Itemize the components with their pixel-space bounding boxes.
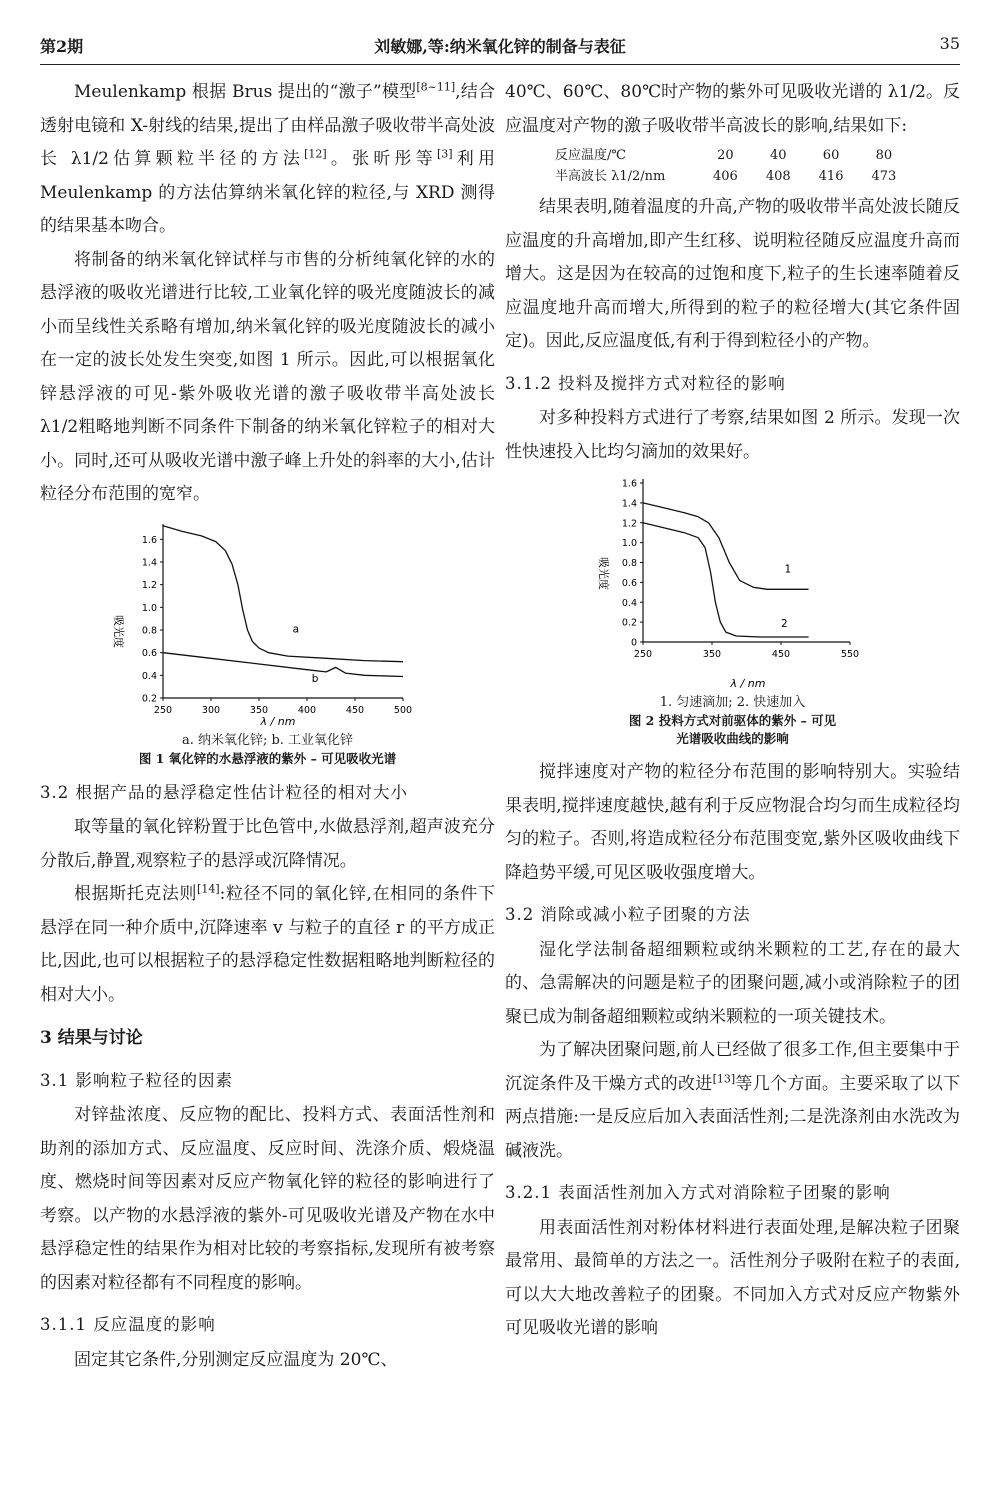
paragraph: 搅拌速度对产物的粒径分布范围的影响特别大。实验结果表明,搅拌速度越快,越有利于反应物混合均匀而生成粒径均匀的粒子。否则,将造成粒径分布范围变宽,紫外区吸收曲线下降趋势平缓,可见区吸收强度增大。 [505, 762, 960, 883]
table-cell: 406 [713, 169, 738, 184]
table-cell: 40 [769, 148, 787, 163]
paragraph: 固定其它条件,分别测定反应温度为 20℃、 [74, 1349, 398, 1370]
x-tick-label: 250 [633, 649, 652, 660]
y-tick-label: 0.2 [621, 617, 637, 629]
figure-1-caption: 图 1 氧化锌的水悬浮液的紫外 – 可见吸收光谱 [138, 750, 397, 766]
figure-2-chart [588, 477, 878, 692]
paragraph: 为了解决团聚问题,前人已经做了很多工作,但主要集中于沉淀条件及干燥方式的改进[13]等几个方面。主要采取了以下两点措施:一是反应后加入表面活性剂;二是洗涤剂由水洗改为碱液洗。 [505, 1040, 961, 1161]
section-heading: 3.1.1 反应温度的影响 [40, 1315, 216, 1334]
y-tick-label: 1.2 [621, 518, 637, 530]
y-tick-label: 1.0 [141, 602, 157, 614]
y-tick-label: 1.6 [141, 534, 157, 546]
figure-1-legend: a. 纳米氧化锌; b. 工业氧化锌 [181, 732, 354, 748]
table-cell: 473 [871, 169, 897, 184]
y-tick-label: 0.8 [141, 625, 157, 636]
table-cell: 416 [818, 169, 844, 184]
figure-2-caption: 图 2 投料方式对前驱体的紫外 – 可见 [628, 713, 837, 728]
y-tick-label: 1.0 [621, 538, 637, 550]
series-line-1 [643, 503, 809, 589]
y-tick-label: 1.4 [141, 557, 157, 568]
page-number: 35 [939, 34, 960, 53]
paragraph: 对锌盐浓度、反应物的配比、投料方式、表面活性剂和助剂的添加方式、反应温度、反应时间、洗涤介质、煅烧温度、燃烧时间等因素对反应产物氧化锌的粒径的影响进行了考察。以产物的水悬浮液的紫外-可见吸收光谱及产物在水中悬浮稳定性的结果作为相对比较的考察指标,发现所有被考察的因素对粒径都有不同程度的影响。 [40, 1105, 495, 1293]
paragraph: 对多种投料方式进行了考察,结果如图 2 所示。发现一次性快速投入比均匀滴加的效果好。 [505, 408, 960, 462]
x-tick-label: 400 [297, 704, 316, 716]
paragraph: Meulenkamp 根据 Brus 提出的“激子”模型[8~11],结合透射电镜和 X-射线的结果,提出了由样品激子吸收带半高处波长 λ1/2估算颗粒半径的方法[12]。张昕彤等[3]利用 Meulenkamp 的方法估算纳米氧化锌的粒径,与 XRD 测得的结果基本吻合。 [40, 80, 496, 236]
figure-1 [40, 520, 495, 768]
series-label-b: b [311, 672, 318, 685]
y-tick-label: 0.4 [141, 670, 157, 682]
section-heading: 3 结果与讨论 [40, 1028, 143, 1048]
y-axis-label: 吸光度 [596, 557, 610, 590]
section-heading: 3.1.2 投料及搅拌方式对粒径的影响 [505, 373, 786, 393]
table-row-label: 反应温度/℃ [555, 148, 626, 163]
x-tick-label: 450 [345, 704, 364, 716]
y-tick-label: 0.2 [141, 693, 157, 704]
section-heading: 3.2.1 表面活性剂加入方式对消除粒子团聚的影响 [505, 1183, 891, 1202]
table-cell: 20 [717, 148, 734, 163]
series-label-1: 1 [783, 563, 791, 576]
table-cell: 60 [822, 148, 840, 163]
x-tick-label: 350 [702, 649, 721, 660]
running-title: 刘敏娜,等:纳米氧化锌的制备与表征 [374, 37, 626, 56]
running-header [40, 28, 960, 60]
x-tick-label: 250 [153, 704, 172, 716]
x-tick-label: 350 [249, 704, 268, 716]
table-row [555, 145, 910, 166]
y-tick-label: 0.8 [621, 558, 637, 569]
table-row [555, 166, 910, 187]
x-tick-label: 450 [771, 649, 790, 660]
y-tick-label: 0 [630, 637, 637, 649]
figure-2 [505, 477, 960, 748]
figure-2-caption-line2: 光谱吸收曲线的影响 [676, 731, 789, 746]
paragraph: 用表面活性剂对粉体材料进行表面处理,是解决粒子团聚最常用、最简单的方法之一。活性剂分子吸附在粒子的表面,可以大大地改善粒子的团聚。不同加入方式对反应产物紫外可见吸收光谱的影响 [505, 1217, 960, 1338]
x-axis-label: λ / nm [730, 677, 765, 690]
series-line-b [163, 652, 403, 676]
y-tick-label: 0.4 [621, 597, 637, 609]
x-axis-label: λ / nm [260, 714, 295, 728]
y-tick-label: 1.6 [621, 478, 637, 490]
header-rule [40, 64, 960, 65]
y-tick-label: 1.4 [621, 498, 637, 510]
table-cell: 408 [765, 169, 791, 184]
temperature-table [555, 145, 910, 187]
paragraph: 结果表明,随着温度的升高,产物的吸收带半高处波长随反应温度的升高增加,即产生红移、说明粒径随反应温度升高而增大。这是因为在较高的过饱和度下,粒子的生长速率随着反应温度地升高而增大,所得到的粒子的粒径增大(其它条件固定)。因此,反应温度低,有利于得到粒径小的产物。 [505, 197, 960, 351]
section-heading: 3.2 根据产品的悬浮稳定性估计粒径的相对大小 [40, 782, 408, 802]
y-tick-label: 1.2 [141, 579, 157, 591]
series-line-a [163, 525, 403, 661]
paragraph: 取等量的氧化锌粉置于比色管中,水做悬浮剂,超声波充分分散后,静置,观察粒子的悬浮或沉降情况。 [40, 817, 495, 871]
issue-number: 第2期 [40, 37, 84, 56]
right-column [505, 76, 960, 1346]
section-heading: 3.1 影响粒子粒径的因素 [40, 1070, 233, 1090]
x-tick-label: 550 [840, 649, 859, 660]
figure-2-legend: 1. 匀速滴加; 2. 快速加入 [659, 695, 806, 710]
paragraph: 将制备的纳米氧化锌试样与市售的分析纯氧化锌的水的悬浮液的吸收光谱进行比较,工业氧化锌的吸光度随波长的减小而呈线性关系略有增加,纳米氧化锌的吸光度随波长的减小在一定的波长处发生突变,如图 1 所示。因此,可以根据氧化锌悬浮液的可见-紫外吸收光谱的激子吸收带半高处波长 λ1/2粗略地判断不同条件下制备的纳米氧化锌粒子的相对大小。同时,还可从吸收光谱中激子峰上升处的斜率的大小,估计粒径分布范围的宽窄。 [40, 249, 495, 504]
left-column [40, 76, 495, 1377]
series-label-a: a [292, 622, 299, 635]
x-tick-label: 500 [393, 704, 412, 716]
table-cell: 80 [875, 148, 893, 163]
y-tick-label: 0.6 [621, 577, 637, 589]
x-tick-label: 300 [201, 704, 220, 716]
section-heading: 3.2 消除或减小粒子团聚的方法 [505, 905, 751, 924]
series-label-2: 2 [780, 618, 788, 631]
figure-1-chart [103, 520, 433, 730]
paragraph: 湿化学法制备超细颗粒或纳米颗粒的工艺,存在的最大的、急需解决的问题是粒子的团聚问题,减小或消除粒子的团聚已成为制备超细颗粒或纳米颗粒的一项关键技术。 [505, 939, 960, 1027]
table-row-label: 半高波长 λ1/2/nm [555, 169, 666, 184]
y-axis-label: 吸光度 [111, 614, 125, 648]
y-tick-label: 0.6 [141, 647, 157, 659]
paragraph: 40℃、60℃、80℃时产物的紫外可见吸收光谱的 λ1/2。反应温度对产物的激子吸收带半高波长的影响,结果如下: [505, 82, 960, 136]
paragraph: 根据斯托克法则[14]:粒径不同的氧化锌,在相同的条件下悬浮在同一种介质中,沉降速率 v 与粒子的直径 r 的平方成正比,因此,也可以根据粒子的悬浮稳定性数据粗略地判断粒径的相对大小。 [40, 882, 495, 1005]
